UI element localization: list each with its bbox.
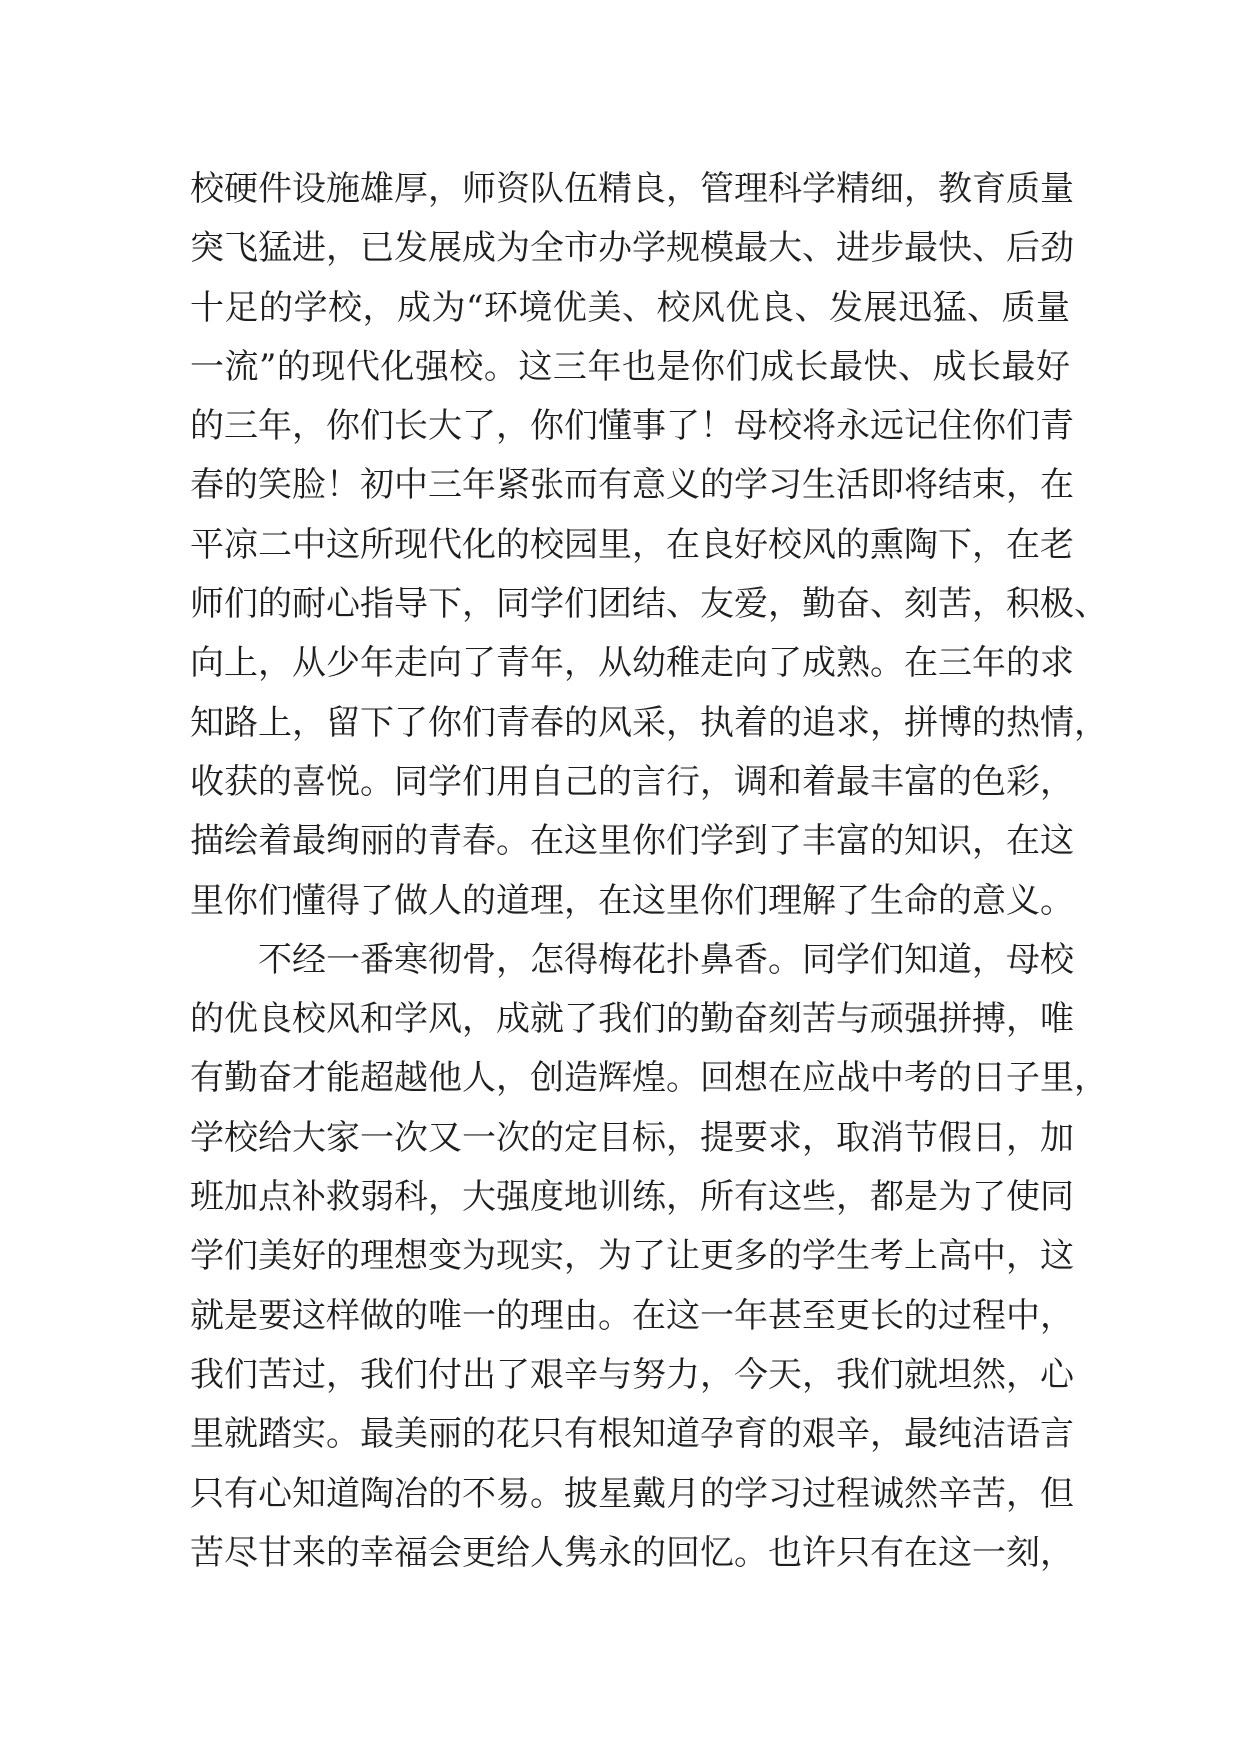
text-line: 突飞猛进，已发展成为全市办学规模最大、进步最快、后劲: [190, 228, 1074, 269]
text-line: 十足的学校，成为“环境优美、校风优良、发展迅猛、质量: [190, 287, 1070, 328]
paragraph-start-line: 不经一番寒彻骨，怎得梅花扑鼻香。同学们知道，母校: [258, 939, 1074, 980]
text-line: 里就踏实。最美丽的花只有根知道孕育的艰辛，最纯洁语言: [190, 1414, 1074, 1455]
text-line: 师们的耐心指导下，同学们团结、友爱，勤奋、刻苦，积极、: [190, 584, 1108, 625]
text-line: 学们美好的理想变为现实，为了让更多的学生考上高中，这: [190, 1236, 1074, 1277]
text-line: 有勤奋才能超越他人，创造辉煌。回想在应战中考的日子里，: [190, 1058, 1108, 1099]
text-line: 的三年，你们长大了，你们懂事了！母校将永远记住你们青: [190, 406, 1074, 447]
paragraph-end-line: 里你们懂得了做人的道理，在这里你们理解了生命的意义。: [190, 880, 1074, 921]
text-line: 班加点补救弱科，大强度地训练，所有这些，都是为了使同: [190, 1177, 1074, 1218]
text-line: 春的笑脸！初中三年紧张而有意义的学习生活即将结束，在: [190, 465, 1074, 506]
text-line: 描绘着最绚丽的青春。在这里你们学到了丰富的知识，在这: [190, 821, 1074, 862]
text-line: 只有心知道陶冶的不易。披星戴月的学习过程诚然辛苦，但: [190, 1473, 1074, 1514]
text-line: 收获的喜悦。同学们用自己的言行，调和着最丰富的色彩，: [190, 761, 1074, 802]
text-line: 学校给大家一次又一次的定目标，提要求，取消节假日，加: [190, 1117, 1074, 1158]
text-line: 向上，从少年走向了青年，从幼稚走向了成熟。在三年的求: [190, 643, 1074, 684]
text-line: 就是要这样做的唯一的理由。在这一年甚至更长的过程中，: [190, 1295, 1074, 1336]
text-line: 平凉二中这所现代化的校园里，在良好校风的熏陶下，在老: [190, 524, 1074, 565]
text-line: 校硬件设施雄厚，师资队伍精良，管理科学精细，教育质量: [190, 169, 1074, 209]
text-line: 苦尽甘来的幸福会更给人隽永的回忆。也许只有在这一刻，: [190, 1532, 1074, 1573]
text-line: 知路上，留下了你们青春的风采，执着的追求，拼博的热情，: [190, 702, 1108, 743]
text-line: 的优良校风和学风，成就了我们的勤奋刻苦与顽强拼搏，唯: [190, 999, 1074, 1040]
text-line: 一流”的现代化强校。这三年也是你们成长最快、成长最好: [190, 346, 1070, 387]
text-line: 我们苦过，我们付出了艰辛与努力，今天，我们就坦然，心: [190, 1354, 1074, 1395]
body-text: [190, 160, 1108, 1583]
